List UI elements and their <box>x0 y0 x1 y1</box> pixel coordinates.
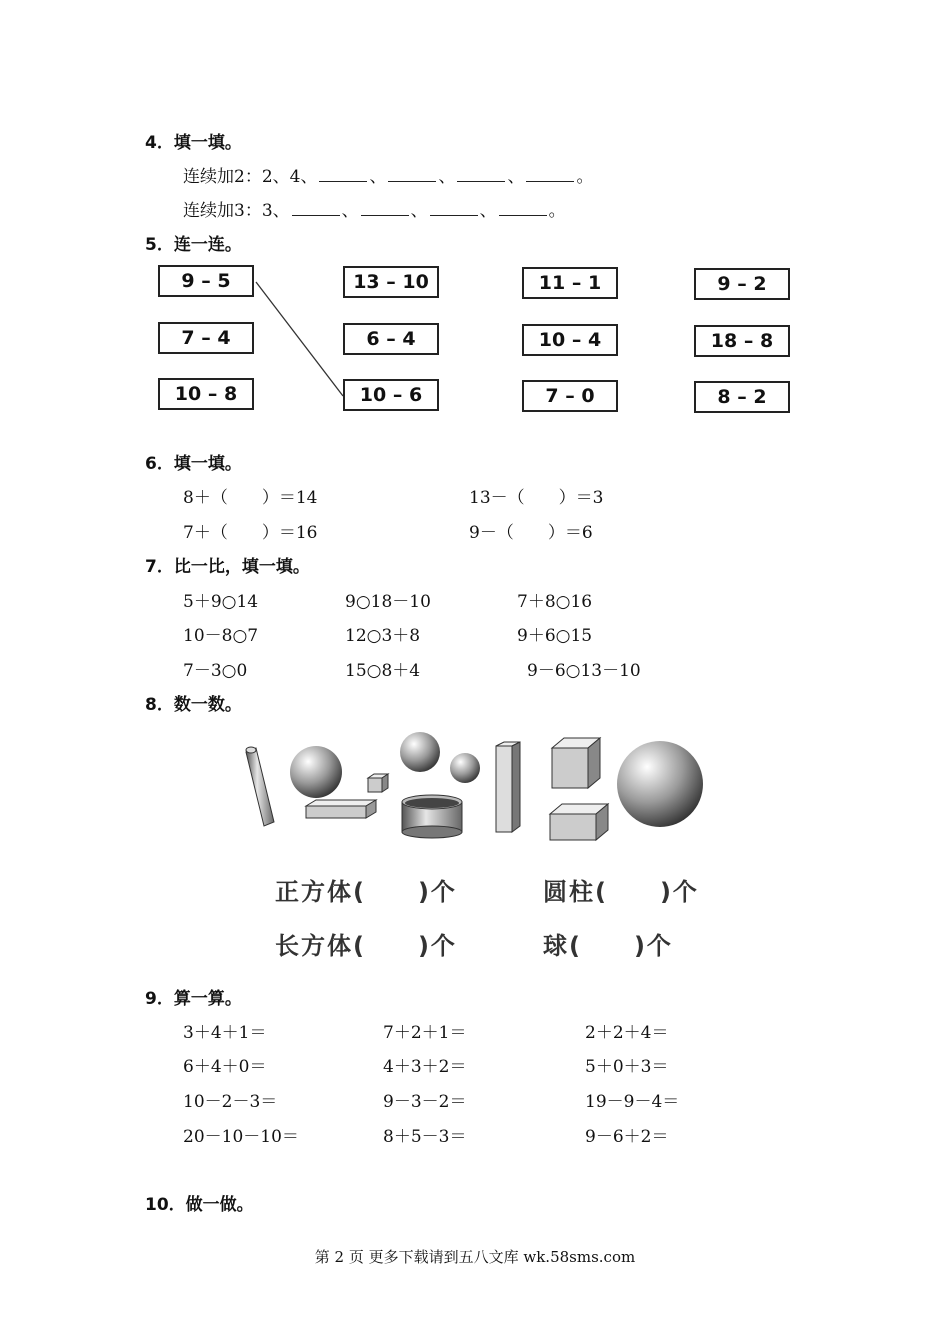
match-box[interactable]: 6 – 4 <box>343 323 439 355</box>
compare-item[interactable]: 7－3○0 <box>183 661 248 681</box>
compare-item[interactable]: 7＋8○16 <box>517 592 593 612</box>
calc-item[interactable]: 10－2－3＝ <box>183 1092 278 1112</box>
solid-shapes-illustration <box>240 726 710 846</box>
calc-item[interactable]: 9－3－2＝ <box>383 1092 467 1112</box>
compare-item[interactable]: 5＋9○14 <box>183 592 259 612</box>
match-box[interactable]: 7 – 0 <box>522 380 618 412</box>
small-cube-icon <box>368 774 388 792</box>
count-label-cube[interactable]: 正方体( )个 <box>275 878 457 906</box>
separator: 、 <box>410 201 428 221</box>
fill-equation[interactable]: 7＋（ ）＝16 <box>183 523 318 543</box>
q4-title: 4．填一填。 <box>145 133 242 153</box>
compare-item[interactable]: 9○18－10 <box>345 592 431 612</box>
q4-line-2-prefix: 连续加3：3、 <box>183 201 290 221</box>
calc-item[interactable]: 5＋0＋3＝ <box>585 1057 669 1077</box>
page-footer: 第 2 页 更多下载请到五八文库 wk.58sms.com <box>314 1248 636 1266</box>
match-box[interactable]: 9 – 2 <box>694 268 790 300</box>
fill-equation[interactable]: 13－（ ）＝3 <box>469 488 604 508</box>
rod-cylinder-icon <box>246 747 274 826</box>
calc-item[interactable]: 8＋5－3＝ <box>383 1127 467 1147</box>
compare-item[interactable]: 9－6○13－10 <box>527 661 641 681</box>
calc-item[interactable]: 7＋2＋1＝ <box>383 1023 467 1043</box>
q10-title: 10．做一做。 <box>145 1195 254 1215</box>
match-box[interactable]: 9 – 5 <box>158 265 254 297</box>
compare-item[interactable]: 9＋6○15 <box>517 626 593 646</box>
cuboid-icon <box>550 804 608 840</box>
compare-item[interactable]: 10－8○7 <box>183 626 259 646</box>
q7-title: 7．比一比，填一填。 <box>145 557 310 577</box>
compare-item[interactable]: 15○8＋4 <box>345 661 421 681</box>
separator: 、 <box>438 167 456 187</box>
match-box[interactable]: 13 – 10 <box>343 266 439 298</box>
separator: 、 <box>369 167 387 187</box>
q5-title: 5．连一连。 <box>145 235 242 255</box>
match-box[interactable]: 11 – 1 <box>522 267 618 299</box>
end-mark: 。 <box>548 201 566 221</box>
q9-title: 9．算一算。 <box>145 989 242 1009</box>
cube-icon <box>552 738 600 788</box>
tall-cuboid-icon <box>496 742 520 832</box>
calc-item[interactable]: 2＋2＋4＝ <box>585 1023 669 1043</box>
fill-equation[interactable]: 9－（ ）＝6 <box>469 523 593 543</box>
fill-equation[interactable]: 8＋（ ）＝14 <box>183 488 318 508</box>
match-box[interactable]: 10 – 4 <box>522 324 618 356</box>
flat-cuboid-icon <box>306 800 376 818</box>
count-label-cuboid[interactable]: 长方体( )个 <box>275 932 457 960</box>
count-label-cylinder[interactable]: 圆柱( )个 <box>543 878 699 906</box>
separator: 、 <box>341 201 359 221</box>
q6-title: 6．填一填。 <box>145 454 242 474</box>
sphere-icon <box>290 746 342 798</box>
count-label-sphere[interactable]: 球( )个 <box>543 932 673 960</box>
calc-item[interactable]: 20－10－10＝ <box>183 1127 299 1147</box>
end-mark: 。 <box>576 167 594 187</box>
calc-item[interactable]: 3＋4＋1＝ <box>183 1023 267 1043</box>
calc-item[interactable]: 6＋4＋0＝ <box>183 1057 267 1077</box>
match-box[interactable]: 8 – 2 <box>694 381 790 413</box>
q8-title: 8．数一数。 <box>145 695 242 715</box>
q4-line-1-prefix: 连续加2：2、4、 <box>183 167 318 187</box>
calc-item[interactable]: 4＋3＋2＝ <box>383 1057 467 1077</box>
sphere-icon <box>450 753 480 783</box>
separator: 、 <box>479 201 497 221</box>
cylinder-icon <box>402 795 462 838</box>
match-box[interactable]: 18 – 8 <box>694 325 790 357</box>
match-box[interactable]: 10 – 8 <box>158 378 254 410</box>
calc-item[interactable]: 19－9－4＝ <box>585 1092 680 1112</box>
connecting-line <box>256 282 343 396</box>
separator: 、 <box>507 167 525 187</box>
compare-item[interactable]: 12○3＋8 <box>345 626 421 646</box>
sphere-icon <box>400 732 440 772</box>
calc-item[interactable]: 9－6＋2＝ <box>585 1127 669 1147</box>
match-box[interactable]: 10 – 6 <box>343 379 439 411</box>
large-sphere-icon <box>617 741 703 827</box>
match-box[interactable]: 7 – 4 <box>158 322 254 354</box>
